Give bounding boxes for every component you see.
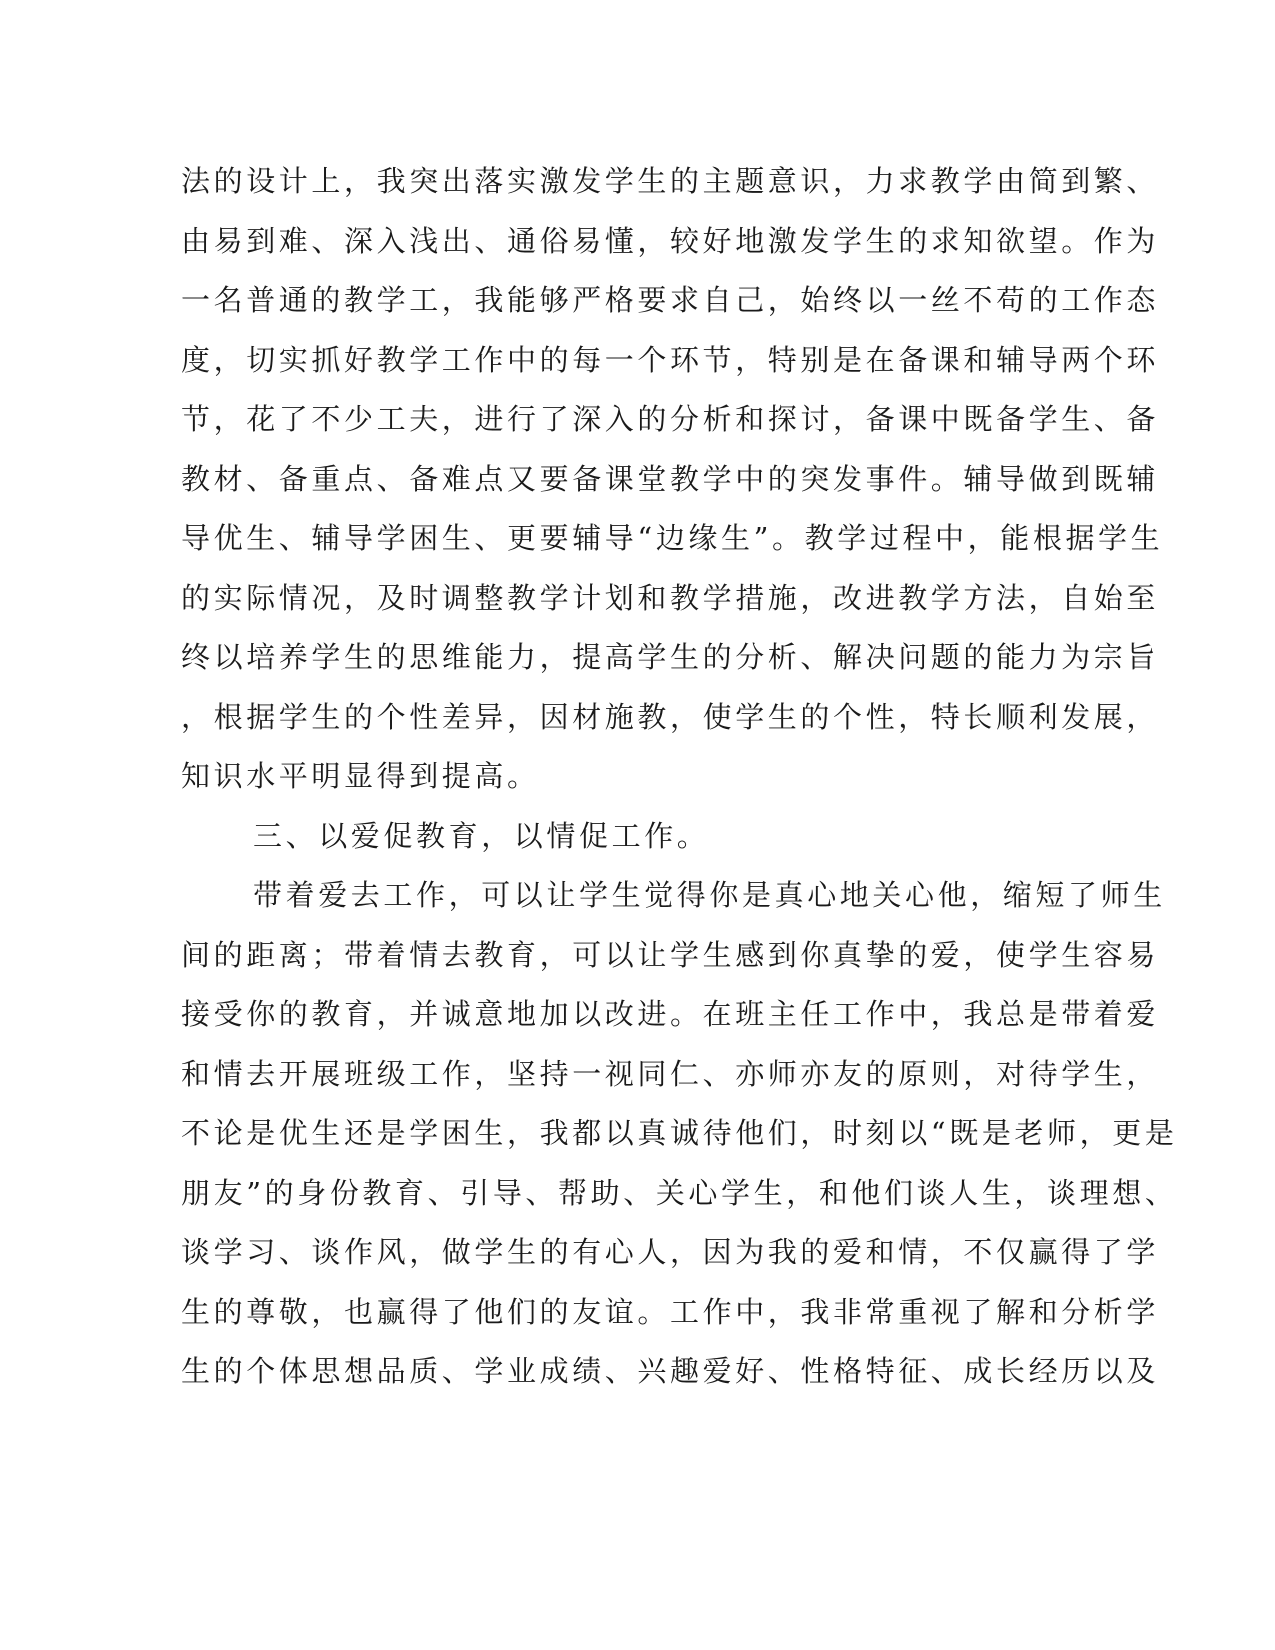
text-line: 生的个体思想品质、学业成绩、兴趣爱好、性格特征、成长经历以及 [181, 1354, 1160, 1388]
text-line: 朋友”的身份教育、引导、帮助、关心学生，和他们谈人生，谈理想、 [181, 1175, 1178, 1210]
body-text [181, 152, 1178, 1402]
text-line: 度，切实抓好教学工作中的每一个环节，特别是在备课和辅导两个环 [181, 342, 1160, 377]
text-line: 不论是优生还是学困生，我都以真诚待他们，时刻以“既是老师，更是 [181, 1116, 1178, 1150]
text-line: 一名普通的教学工，我能够严格要求自己，始终以一丝不苟的工作态 [181, 283, 1160, 317]
text-line: 和情去开展班级工作，坚持一视同仁、亦师亦友的原则，对待学生， [181, 1056, 1160, 1091]
section-heading: 三、以爱促教育，以情促工作。 [253, 818, 710, 853]
text-line: 知识水平明显得到提高。 [181, 759, 540, 793]
text-line: 节，花了不少工夫，进行了深入的分析和探讨，备课中既备学生、备 [181, 402, 1160, 436]
text-line: 间的距离；带着情去教育，可以让学生感到你真挚的爱，使学生容易 [181, 937, 1160, 972]
text-line: 接受你的教育，并诚意地加以改进。在班主任工作中，我总是带着爱 [181, 997, 1160, 1031]
text-line: 法的设计上，我突出落实激发学生的主题意识，力求教学由简到繁、 [181, 164, 1160, 198]
text-line: 生的尊敬，也赢得了他们的友谊。工作中，我非常重视了解和分析学 [181, 1294, 1160, 1329]
text-line: ，根据学生的个性差异，因材施教，使学生的个性，特长顺利发展， [181, 699, 1160, 734]
text-line: 的实际情况，及时调整教学计划和教学措施，改进教学方法，自始至 [181, 580, 1160, 615]
text-line: 谈学习、谈作风，做学生的有心人，因为我的爱和情，不仅赢得了学 [181, 1235, 1160, 1269]
paragraph-first-line: 带着爱去工作，可以让学生觉得你是真心地关心他，缩短了师生 [253, 878, 1166, 912]
text-line: 教材、备重点、备难点又要备课堂教学中的突发事件。辅导做到既辅 [181, 461, 1160, 496]
text-line: 终以培养学生的思维能力，提高学生的分析、解决问题的能力为宗旨 [181, 640, 1160, 674]
text-line: 导优生、辅导学困生、更要辅导“边缘生”。教学过程中，能根据学生 [181, 521, 1164, 555]
text-line: 由易到难、深入浅出、通俗易懂，较好地激发学生的求知欲望。作为 [181, 223, 1160, 258]
